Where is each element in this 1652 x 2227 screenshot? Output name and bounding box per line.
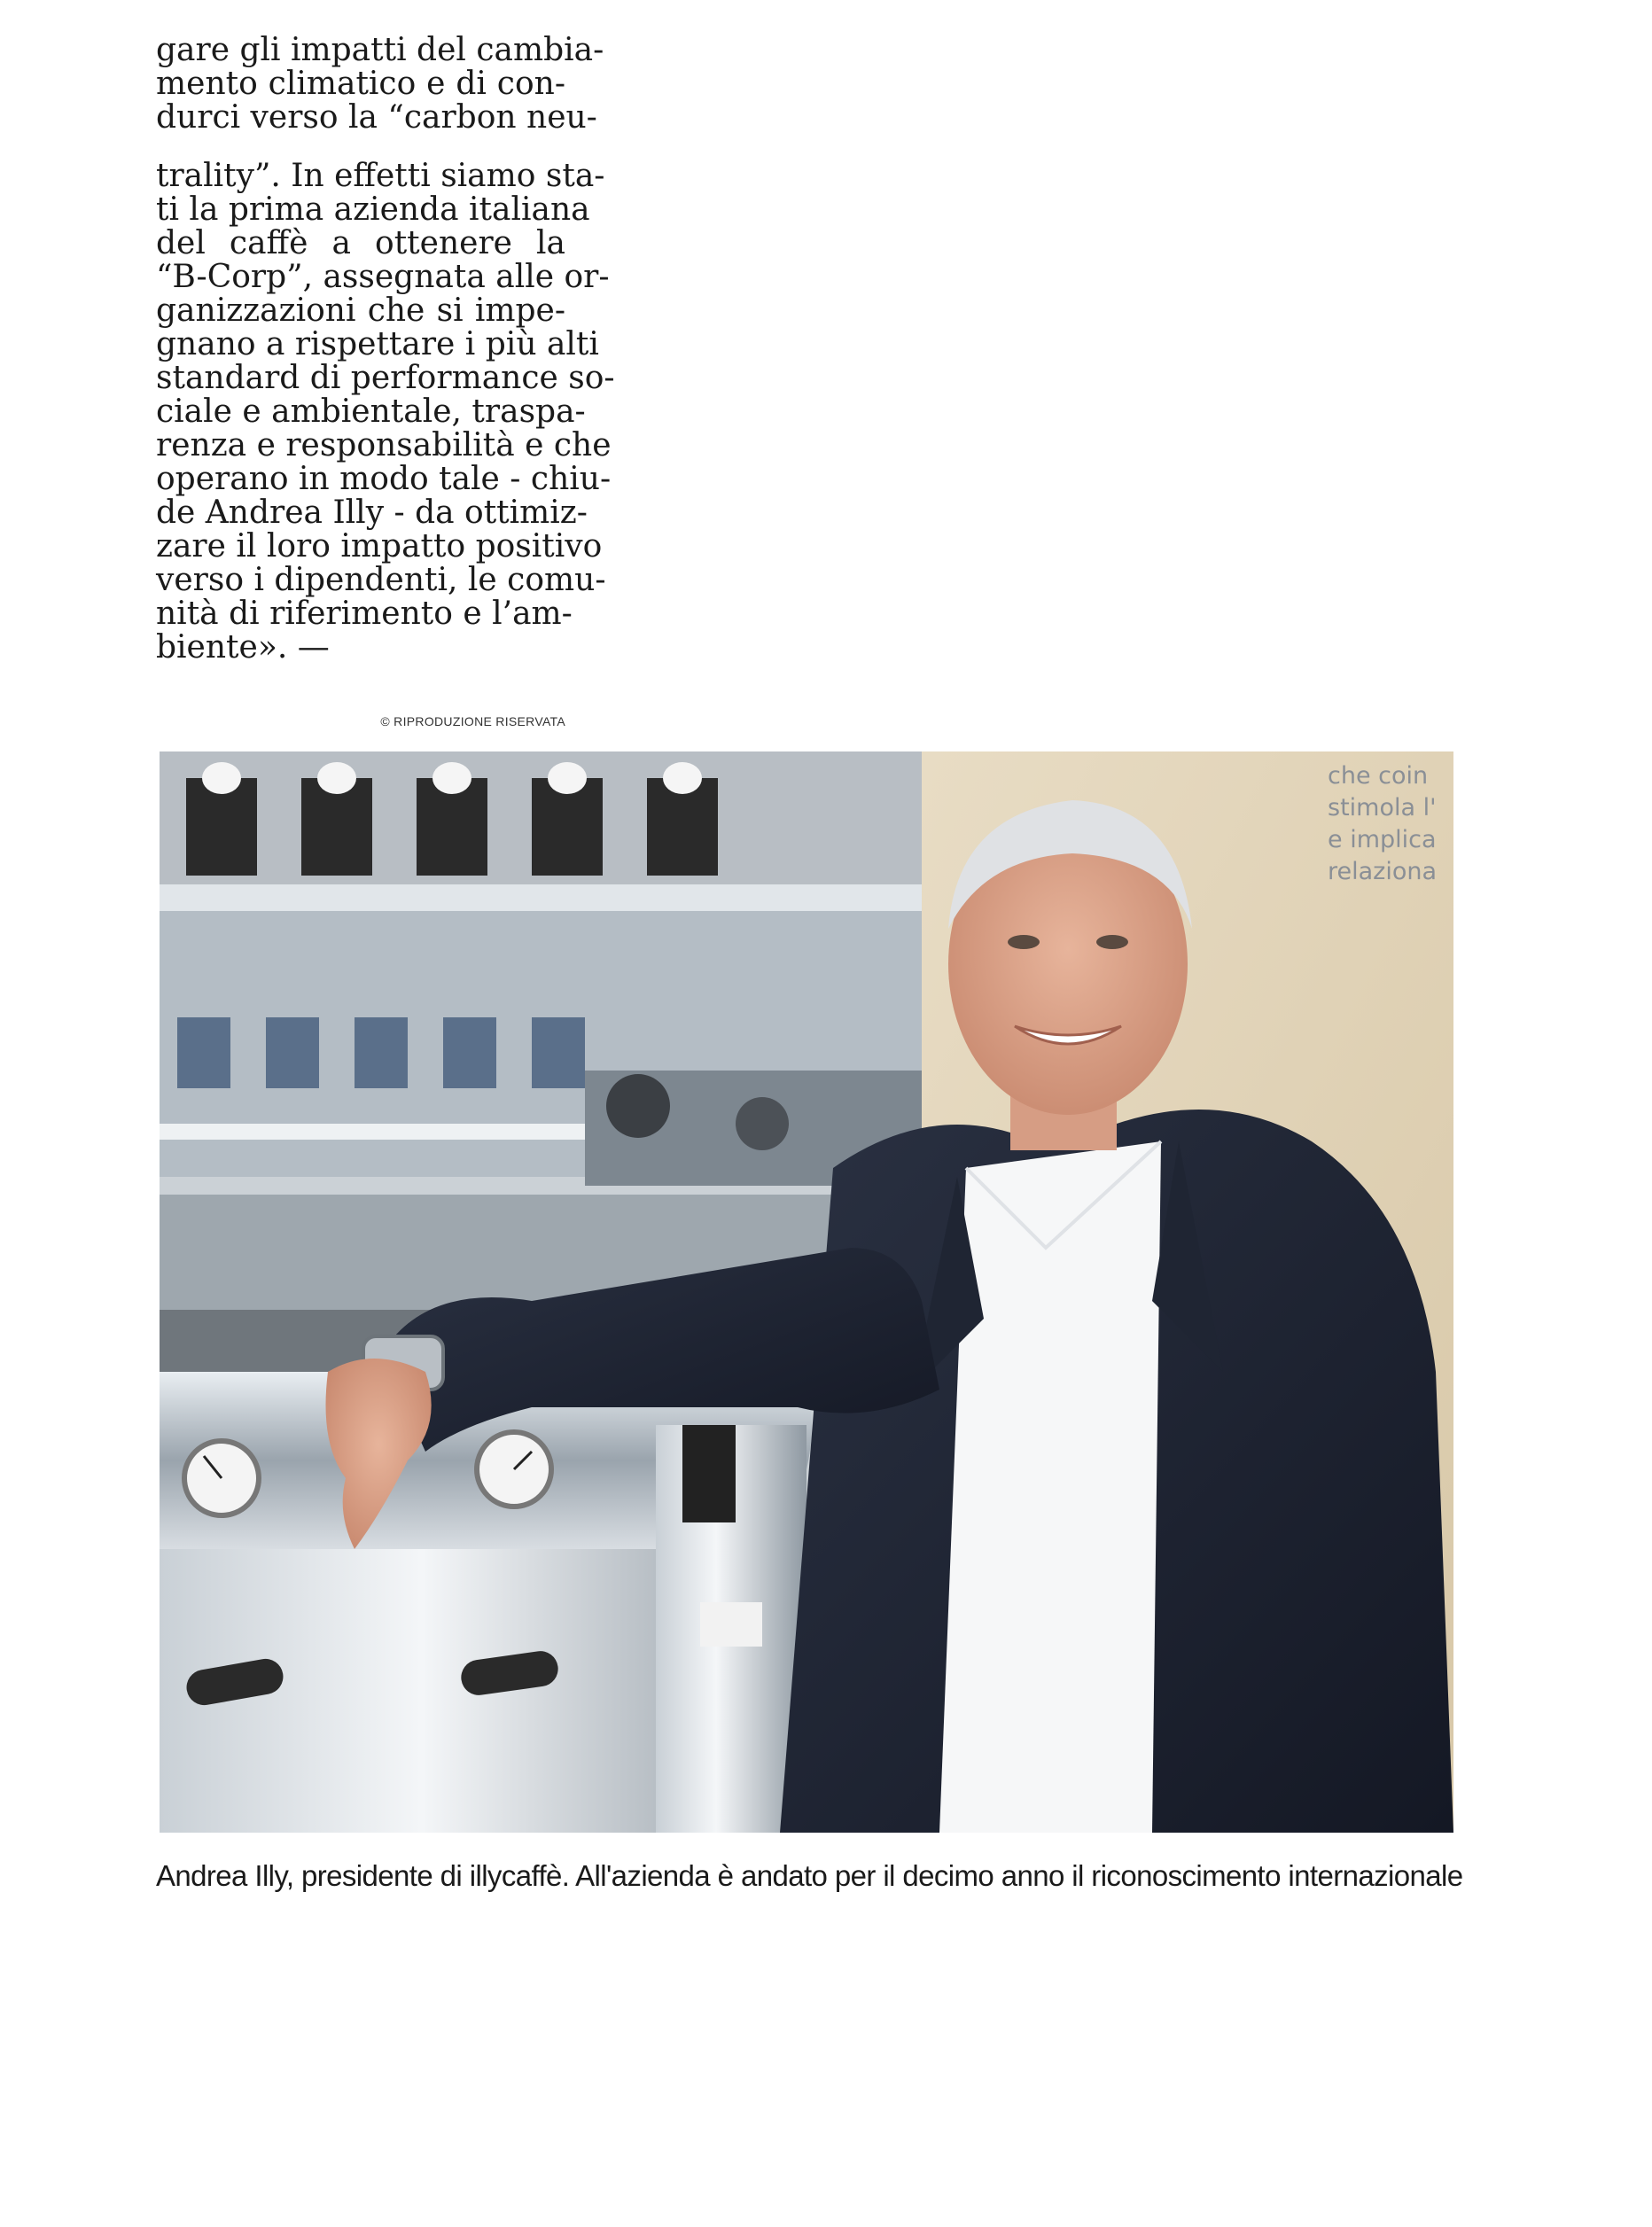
- article-line: renza e responsabilità e che: [156, 427, 612, 463]
- article-line: nità di riferimento e l’am-: [156, 596, 573, 632]
- copyright-notice: © RIPRODUZIONE RISERVATA: [380, 714, 565, 728]
- article-line: gare gli impatti del cambia-: [156, 32, 604, 68]
- article-text-block-1: [156, 32, 604, 136]
- wall-text-line: relaziona: [1328, 858, 1438, 885]
- wall-text-line: stimola l': [1328, 794, 1437, 821]
- wall-text-line: e implica: [1328, 826, 1437, 853]
- article-line: del caffè a ottenere la: [156, 225, 565, 261]
- article-line: durci verso la “carbon neu-: [156, 99, 597, 136]
- article-line: biente». —: [156, 629, 330, 666]
- wall-text-line: che coin: [1328, 762, 1429, 790]
- article-line: operano in modo tale - chiu-: [156, 461, 612, 497]
- article-line: trality”. In effetti siamo sta-: [156, 158, 605, 194]
- article-line: zare il loro impatto positivo: [156, 528, 603, 565]
- article-line: de Andrea Illy - da ottimiz-: [156, 494, 588, 531]
- article-line: ti la prima azienda italiana: [156, 191, 590, 228]
- article-line: standard di performance so-: [156, 360, 615, 396]
- article-line: ciale e ambientale, traspa-: [156, 393, 586, 430]
- article-photo: [160, 751, 1453, 1833]
- article-line: “B-Corp”, assegnata alle or-: [156, 259, 610, 295]
- article-line: gnano a rispettare i più alti: [156, 326, 599, 362]
- photo-illustration: [160, 751, 1453, 1833]
- article-line: mento climatico e di con-: [156, 66, 565, 102]
- article-line: ganizzazioni che si impe-: [156, 292, 565, 329]
- photo-caption: Andrea Illy, presidente di illycaffè. All'azienda è andato per il decimo anno il riconoscimento internazionale: [156, 1859, 1463, 1892]
- article-text-block-2: [156, 158, 615, 666]
- article-line: verso i dipendenti, le comu-: [156, 562, 606, 598]
